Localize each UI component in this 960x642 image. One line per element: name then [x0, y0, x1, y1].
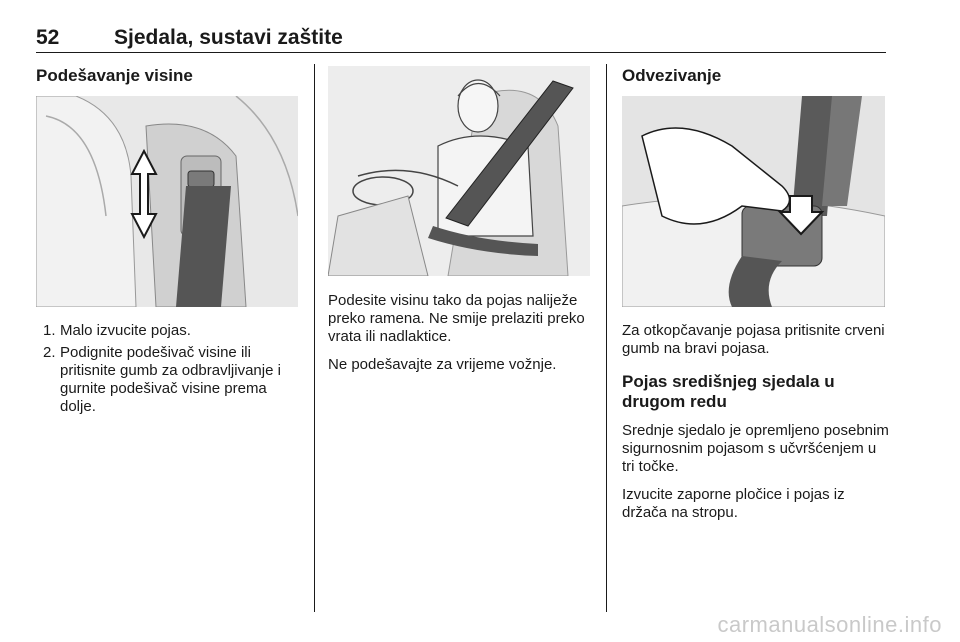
list-item	[36, 322, 301, 340]
paragraph-pull-latch-plates: Izvucite zaporne pločice i pojas iz držača na stropu.	[622, 486, 845, 521]
column-belt-routing	[328, 292, 596, 374]
buckle-release-drawing	[622, 96, 885, 307]
column-divider-2	[606, 64, 607, 612]
paragraph-three-point-belt: Srednje sjedalo je opremljeno posebnim sigurnosnim pojasom s učvršćenjem u tri točke.	[622, 422, 889, 475]
list-item	[36, 344, 301, 416]
column-divider-1	[314, 64, 315, 612]
illustration-belt-height-adjuster	[36, 96, 298, 307]
illustration-belt-over-shoulder	[328, 66, 590, 276]
column-height-adjust	[36, 66, 301, 86]
watermark: carmanualsonline.info	[717, 612, 942, 637]
step-text: Podignite podešivač visine ili pritisnite gumb za odbravljivanje i gurnite podešivač visine prema dolje.	[60, 344, 281, 415]
paragraph-belt-routing: Podesite visinu tako da pojas naliježe preko ramena. Ne smije prelaziti preko vrata ili nadlaktice.	[328, 292, 585, 345]
section-title: Sjedala, sustavi zaštite	[114, 26, 343, 49]
subheading-center-seat-belt: Pojas središnjeg sjedala u drugom redu	[622, 372, 835, 411]
step-number: 2.	[43, 344, 56, 361]
belt-height-adjuster-drawing	[36, 96, 298, 307]
column-height-adjust-steps	[36, 322, 301, 420]
column-release-text	[622, 322, 890, 522]
page-number: 52	[36, 26, 60, 49]
step-number: 1.	[43, 322, 56, 339]
steps-list	[36, 322, 301, 416]
step-text: Malo izvucite pojas.	[60, 322, 191, 339]
heading-height-adjust: Podešavanje visine	[36, 66, 193, 85]
header-rule	[36, 52, 886, 53]
column-release	[622, 66, 887, 86]
heading-release: Odvezivanje	[622, 66, 722, 85]
page-header	[36, 26, 886, 50]
illustration-buckle-release	[622, 96, 885, 307]
paragraph-release: Za otkopčavanje pojasa pritisnite crveni gumb na bravi pojasa.	[622, 322, 885, 357]
driver-belt-drawing	[328, 66, 590, 276]
paragraph-no-adjust-while-driving: Ne podešavajte za vrijeme vožnje.	[328, 356, 557, 373]
